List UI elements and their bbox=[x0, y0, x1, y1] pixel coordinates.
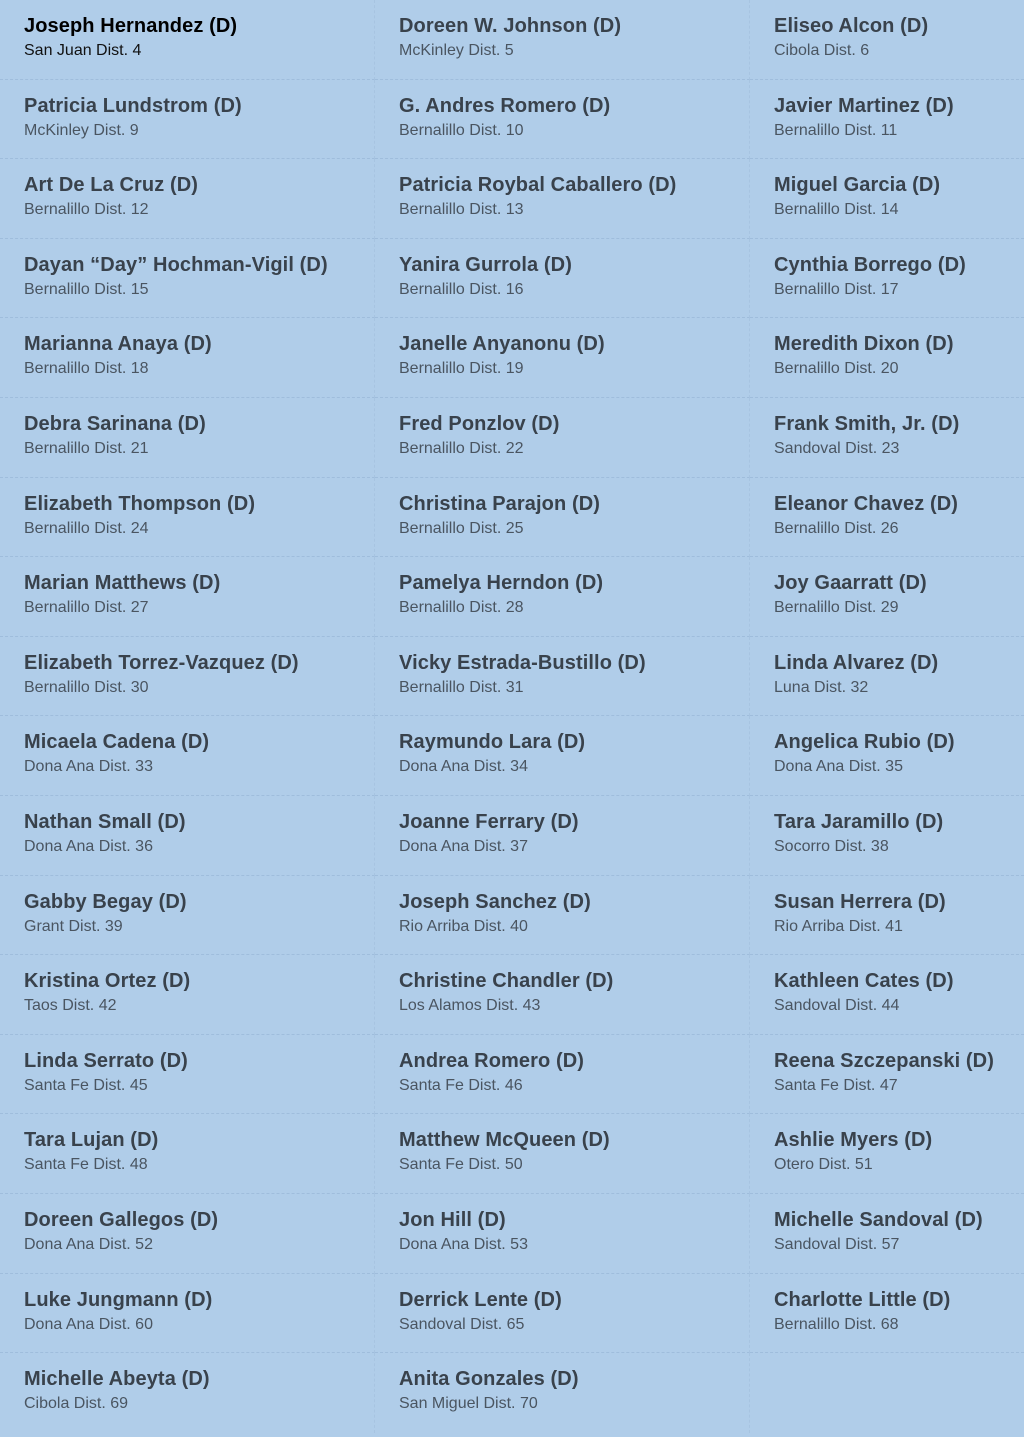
member-card[interactable] bbox=[375, 796, 750, 876]
member-card[interactable] bbox=[0, 955, 375, 1035]
member-name[interactable]: Kathleen Cates (D) bbox=[774, 970, 954, 993]
member-card[interactable] bbox=[375, 955, 750, 1035]
member-card[interactable] bbox=[750, 159, 1024, 239]
member-name[interactable]: Michelle Abeyta (D) bbox=[24, 1368, 210, 1391]
member-name[interactable]: Janelle Anyanonu (D) bbox=[399, 333, 605, 356]
member-card[interactable] bbox=[750, 955, 1024, 1035]
member-name[interactable]: Luke Jungmann (D) bbox=[24, 1288, 213, 1311]
member-card[interactable] bbox=[375, 1035, 750, 1115]
member-card[interactable] bbox=[0, 1274, 375, 1354]
member-name[interactable]: Miguel Garcia (D) bbox=[774, 174, 941, 197]
member-district: McKinley Dist. 9 bbox=[24, 121, 139, 139]
member-name[interactable]: Derrick Lente (D) bbox=[399, 1288, 562, 1311]
member-name[interactable]: Linda Serrato (D) bbox=[24, 1049, 188, 1072]
member-district: Santa Fe Dist. 50 bbox=[399, 1156, 523, 1174]
member-district: Santa Fe Dist. 48 bbox=[24, 1156, 148, 1174]
member-name[interactable]: Joanne Ferrary (D) bbox=[399, 810, 579, 833]
member-name[interactable]: Joseph Sanchez (D) bbox=[399, 890, 591, 913]
member-district: Bernalillo Dist. 21 bbox=[24, 439, 149, 457]
member-district: Sandoval Dist. 65 bbox=[399, 1315, 525, 1333]
member-card[interactable] bbox=[0, 557, 375, 637]
member-card[interactable] bbox=[750, 637, 1024, 717]
member-district: Sandoval Dist. 57 bbox=[774, 1235, 900, 1253]
member-name[interactable]: Christine Chandler (D) bbox=[399, 970, 614, 993]
member-district: Rio Arriba Dist. 41 bbox=[774, 917, 903, 935]
member-name[interactable]: Charlotte Little (D) bbox=[774, 1288, 951, 1311]
member-card[interactable] bbox=[375, 239, 750, 319]
member-district: Cibola Dist. 69 bbox=[24, 1395, 129, 1413]
member-district: Grant Dist. 39 bbox=[24, 917, 123, 935]
member-card[interactable] bbox=[375, 637, 750, 717]
member-name[interactable]: G. Andres Romero (D) bbox=[399, 94, 611, 117]
member-card[interactable] bbox=[750, 876, 1024, 956]
member-card[interactable] bbox=[750, 398, 1024, 478]
member-card[interactable] bbox=[375, 1194, 750, 1274]
member-district: Sandoval Dist. 44 bbox=[774, 997, 900, 1015]
member-card[interactable] bbox=[750, 1035, 1024, 1115]
member-card[interactable] bbox=[750, 716, 1024, 796]
member-card[interactable] bbox=[750, 1114, 1024, 1194]
member-district: Bernalillo Dist. 24 bbox=[24, 519, 149, 537]
member-name[interactable]: Art De La Cruz (D) bbox=[24, 174, 199, 197]
member-card[interactable] bbox=[375, 557, 750, 637]
member-district: Bernalillo Dist. 19 bbox=[399, 360, 524, 378]
member-district: Bernalillo Dist. 11 bbox=[774, 121, 898, 139]
member-name[interactable]: Eleanor Chavez (D) bbox=[774, 492, 959, 515]
member-district: Bernalillo Dist. 31 bbox=[399, 678, 524, 696]
member-district: Bernalillo Dist. 12 bbox=[24, 201, 149, 219]
member-name[interactable]: Tara Jaramillo (D) bbox=[774, 810, 944, 833]
member-district: Rio Arriba Dist. 40 bbox=[399, 917, 528, 935]
member-name[interactable]: Joseph Hernandez (D) bbox=[24, 15, 238, 37]
member-card[interactable] bbox=[0, 637, 375, 717]
member-district: McKinley Dist. 5 bbox=[399, 42, 514, 59]
member-district: Dona Ana Dist. 53 bbox=[399, 1235, 528, 1253]
member-card[interactable] bbox=[375, 1353, 750, 1433]
member-district: San Juan Dist. 4 bbox=[24, 42, 142, 59]
member-district: Bernalillo Dist. 68 bbox=[774, 1315, 899, 1333]
member-name[interactable]: Christina Parajon (D) bbox=[399, 492, 601, 515]
member-name[interactable]: Marian Matthews (D) bbox=[24, 572, 221, 595]
member-card[interactable] bbox=[375, 478, 750, 558]
member-card[interactable] bbox=[750, 796, 1024, 876]
member-name[interactable]: Angelica Rubio (D) bbox=[774, 731, 955, 754]
member-district: Bernalillo Dist. 28 bbox=[399, 599, 524, 617]
member-card[interactable] bbox=[0, 876, 375, 956]
member-district: Dona Ana Dist. 52 bbox=[24, 1235, 153, 1253]
member-name[interactable]: Nathan Small (D) bbox=[24, 810, 186, 833]
member-name[interactable]: Tara Lujan (D) bbox=[24, 1129, 159, 1152]
member-card[interactable] bbox=[750, 478, 1024, 558]
member-card[interactable] bbox=[375, 876, 750, 956]
member-name[interactable]: Dayan “Day” Hochman-Vigil (D) bbox=[24, 253, 328, 276]
member-card[interactable] bbox=[0, 478, 375, 558]
member-card[interactable] bbox=[0, 796, 375, 876]
member-card[interactable] bbox=[750, 80, 1024, 160]
member-card[interactable] bbox=[750, 318, 1024, 398]
member-district: Bernalillo Dist. 30 bbox=[24, 678, 149, 696]
member-district: Santa Fe Dist. 47 bbox=[774, 1076, 898, 1094]
member-district: Bernalillo Dist. 14 bbox=[774, 201, 899, 219]
member-name[interactable]: Frank Smith, Jr. (D) bbox=[774, 412, 960, 435]
member-district: Dona Ana Dist. 33 bbox=[24, 758, 153, 776]
member-district: Dona Ana Dist. 34 bbox=[399, 758, 528, 776]
member-name[interactable]: Doreen Gallegos (D) bbox=[24, 1208, 219, 1231]
member-card[interactable] bbox=[0, 1035, 375, 1115]
member-name[interactable]: Fred Ponzlov (D) bbox=[399, 412, 560, 435]
member-district: Bernalillo Dist. 22 bbox=[399, 439, 524, 457]
member-name[interactable]: Micaela Cadena (D) bbox=[24, 731, 210, 754]
member-district: Bernalillo Dist. 27 bbox=[24, 599, 149, 617]
member-district: Bernalillo Dist. 10 bbox=[399, 121, 524, 139]
member-name[interactable]: Matthew McQueen (D) bbox=[399, 1129, 610, 1152]
member-name[interactable]: Jon Hill (D) bbox=[399, 1208, 506, 1231]
member-district: Sandoval Dist. 23 bbox=[774, 439, 900, 457]
member-card[interactable] bbox=[375, 80, 750, 160]
member-district: Dona Ana Dist. 37 bbox=[399, 837, 528, 855]
member-name[interactable]: Pamelya Herndon (D) bbox=[399, 572, 604, 595]
member-district: Bernalillo Dist. 17 bbox=[774, 280, 899, 298]
member-district: Bernalillo Dist. 25 bbox=[399, 519, 524, 537]
member-card[interactable] bbox=[750, 0, 1024, 80]
member-card[interactable] bbox=[0, 716, 375, 796]
member-card[interactable] bbox=[750, 1194, 1024, 1274]
member-name[interactable]: Patricia Roybal Caballero (D) bbox=[399, 174, 677, 197]
member-card[interactable] bbox=[0, 1194, 375, 1274]
member-card[interactable] bbox=[375, 159, 750, 239]
member-district: Santa Fe Dist. 45 bbox=[24, 1076, 148, 1094]
member-name[interactable]: Eliseo Alcon (D) bbox=[774, 15, 929, 37]
member-card[interactable] bbox=[0, 239, 375, 319]
member-name[interactable]: Ashlie Myers (D) bbox=[774, 1129, 933, 1152]
member-district: Bernalillo Dist. 29 bbox=[774, 599, 899, 617]
member-card[interactable] bbox=[0, 1353, 375, 1433]
member-district: Bernalillo Dist. 15 bbox=[24, 280, 149, 298]
member-name[interactable]: Susan Herrera (D) bbox=[774, 890, 946, 913]
member-card[interactable] bbox=[0, 80, 375, 160]
member-district: Santa Fe Dist. 46 bbox=[399, 1076, 523, 1094]
member-card[interactable] bbox=[0, 0, 375, 80]
member-district: Dona Ana Dist. 60 bbox=[24, 1315, 153, 1333]
member-district: Los Alamos Dist. 43 bbox=[399, 997, 541, 1015]
member-card[interactable] bbox=[375, 0, 750, 80]
member-card[interactable] bbox=[0, 398, 375, 478]
member-card[interactable] bbox=[375, 398, 750, 478]
member-district: Otero Dist. 51 bbox=[774, 1156, 873, 1174]
member-name[interactable]: Cynthia Borrego (D) bbox=[774, 253, 966, 276]
member-district: Taos Dist. 42 bbox=[24, 997, 117, 1015]
member-name[interactable]: Javier Martinez (D) bbox=[774, 94, 954, 117]
member-name[interactable]: Vicky Estrada-Bustillo (D) bbox=[399, 651, 646, 674]
member-card[interactable] bbox=[0, 159, 375, 239]
member-district: Dona Ana Dist. 36 bbox=[24, 837, 153, 855]
member-district: Dona Ana Dist. 35 bbox=[774, 758, 903, 776]
member-card[interactable] bbox=[0, 318, 375, 398]
member-district: Cibola Dist. 6 bbox=[774, 42, 870, 59]
member-district: Bernalillo Dist. 13 bbox=[399, 201, 524, 219]
member-district: Bernalillo Dist. 18 bbox=[24, 360, 149, 378]
member-name[interactable]: Marianna Anaya (D) bbox=[24, 333, 212, 356]
member-district: Socorro Dist. 38 bbox=[774, 837, 889, 855]
member-name[interactable]: Raymundo Lara (D) bbox=[399, 731, 586, 754]
member-name[interactable]: Gabby Begay (D) bbox=[24, 890, 187, 913]
member-name[interactable]: Elizabeth Torrez-Vazquez (D) bbox=[24, 651, 299, 674]
member-district: Luna Dist. 32 bbox=[774, 678, 869, 696]
member-name[interactable]: Doreen W. Johnson (D) bbox=[399, 15, 622, 37]
member-name[interactable]: Elizabeth Thompson (D) bbox=[24, 492, 256, 515]
member-district: San Miguel Dist. 70 bbox=[399, 1395, 538, 1413]
member-name[interactable]: Michelle Sandoval (D) bbox=[774, 1208, 983, 1231]
member-district: Bernalillo Dist. 20 bbox=[774, 360, 899, 378]
member-card[interactable] bbox=[375, 1274, 750, 1354]
member-name[interactable]: Linda Alvarez (D) bbox=[774, 651, 939, 674]
empty-cell bbox=[750, 1353, 1024, 1433]
member-card[interactable] bbox=[375, 318, 750, 398]
member-card[interactable] bbox=[0, 1114, 375, 1194]
member-card[interactable] bbox=[375, 716, 750, 796]
member-name[interactable]: Meredith Dixon (D) bbox=[774, 333, 954, 356]
member-card[interactable] bbox=[750, 557, 1024, 637]
member-name[interactable]: Anita Gonzales (D) bbox=[399, 1368, 579, 1391]
member-name[interactable]: Patricia Lundstrom (D) bbox=[24, 94, 242, 117]
member-district: Bernalillo Dist. 16 bbox=[399, 280, 524, 298]
member-name[interactable]: Joy Gaarratt (D) bbox=[774, 572, 927, 595]
member-card[interactable] bbox=[750, 239, 1024, 319]
member-district: Bernalillo Dist. 26 bbox=[774, 519, 899, 537]
member-card[interactable] bbox=[750, 1274, 1024, 1354]
member-name[interactable]: Reena Szczepanski (D) bbox=[774, 1049, 994, 1072]
member-name[interactable]: Andrea Romero (D) bbox=[399, 1049, 585, 1072]
member-name[interactable]: Debra Sarinana (D) bbox=[24, 412, 206, 435]
member-name[interactable]: Kristina Ortez (D) bbox=[24, 970, 191, 993]
member-card[interactable] bbox=[375, 1114, 750, 1194]
member-name[interactable]: Yanira Gurrola (D) bbox=[399, 253, 572, 276]
